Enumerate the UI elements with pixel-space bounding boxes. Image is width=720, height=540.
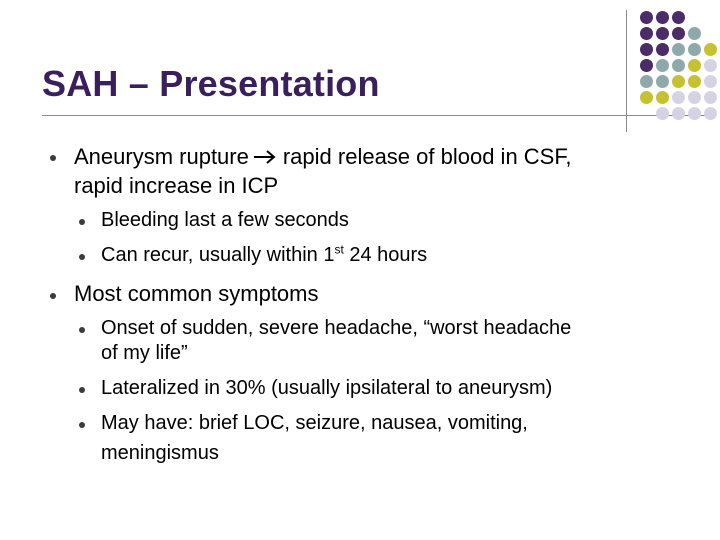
sub-bullet-may-have-continued: meningismus <box>101 442 219 464</box>
decor-dot <box>688 43 701 56</box>
decor-dot <box>672 43 685 56</box>
decor-dot <box>688 91 701 104</box>
bullet-marker <box>50 293 56 299</box>
decor-dot <box>672 11 685 24</box>
decor-dot <box>704 107 717 120</box>
decor-dot <box>656 43 669 56</box>
bullet-text: Aneurysm rupture <box>74 144 249 169</box>
bullet-aneurysm-rupture <box>74 143 571 171</box>
decor-dot <box>672 107 685 120</box>
decor-dot <box>672 27 685 40</box>
decor-dot <box>704 59 717 72</box>
decor-dot <box>688 59 701 72</box>
bullet-text: rapid release of blood in CSF, <box>282 144 572 169</box>
decor-dot <box>688 107 701 120</box>
bullet-marker <box>79 422 85 428</box>
sub-bullet-onset: Onset of sudden, severe headache, “worst headache <box>101 317 572 339</box>
decor-dot <box>704 43 717 56</box>
decor-dot <box>672 91 685 104</box>
bullet-marker <box>79 327 85 333</box>
sub-bullet-text: 24 hours <box>343 244 428 266</box>
right-arrow-icon <box>253 150 279 164</box>
bullet-marker <box>50 155 56 161</box>
decor-dot <box>656 75 669 88</box>
decor-vertical-divider <box>626 10 627 132</box>
decor-dot <box>640 59 653 72</box>
decor-dot <box>640 27 653 40</box>
title-divider <box>42 115 710 116</box>
decor-dot <box>640 75 653 88</box>
sub-bullet-may-have: May have: brief LOC, seizure, nausea, vomiting, <box>101 412 528 434</box>
decor-dot <box>656 91 669 104</box>
decor-dot <box>656 27 669 40</box>
sub-bullet-text: Can recur, usually within 1 <box>101 244 335 266</box>
decor-dot <box>704 91 717 104</box>
bullet-marker <box>79 387 85 393</box>
decor-dot <box>640 43 653 56</box>
decor-dot <box>656 59 669 72</box>
bullet-marker <box>79 219 85 225</box>
decor-dot <box>672 59 685 72</box>
sub-bullet-recur <box>101 243 427 268</box>
sub-bullet-onset-continued: of my life” <box>101 342 188 364</box>
decor-dot <box>640 91 653 104</box>
bullet-marker <box>79 254 85 260</box>
sub-bullet-lateralized: Lateralized in 30% (usually ipsilateral to aneurysm) <box>101 377 553 399</box>
decor-dot <box>688 75 701 88</box>
superscript: st <box>334 242 344 257</box>
decor-dot <box>672 75 685 88</box>
decor-dot <box>704 75 717 88</box>
decor-dot <box>640 11 653 24</box>
decor-dot <box>656 107 669 120</box>
bullet-text-continued: rapid increase in ICP <box>74 173 279 198</box>
sub-bullet-bleeding: Bleeding last a few seconds <box>101 209 349 231</box>
slide-title: SAH – Presentation <box>42 63 380 104</box>
bullet-most-common-symptoms: Most common symptoms <box>74 281 319 306</box>
decor-dot <box>656 11 669 24</box>
decor-dot <box>688 27 701 40</box>
